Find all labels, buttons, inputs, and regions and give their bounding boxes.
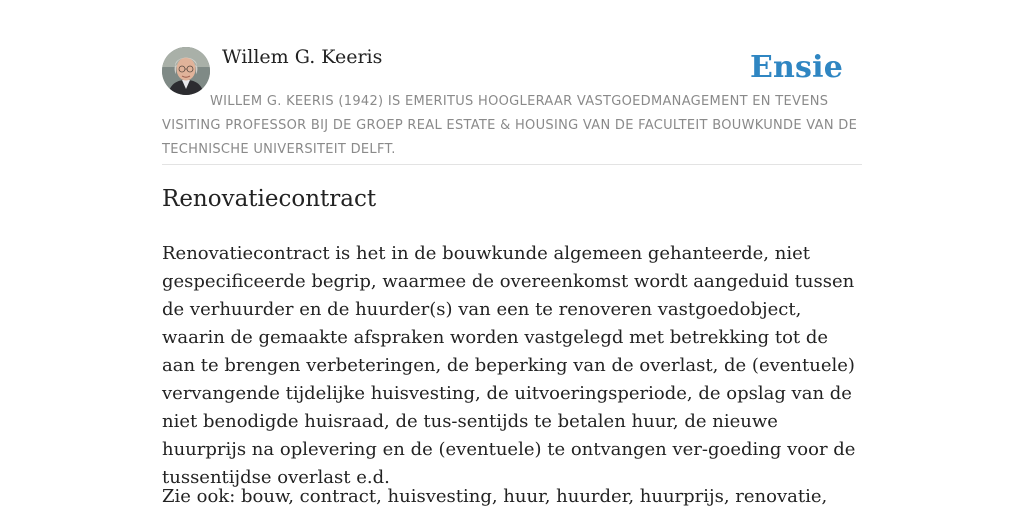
entry-title: Renovatiecontract [162, 186, 377, 212]
entry-definition: Renovatiecontract is het in de bouwkunde algemeen gehanteerde, niet gespecificeerde begrip, waarmee de overeenkomst wordt aangeduid tussen de verhuurder en de huurder(s) van een te renoveren vastgoedobject, waarin de gemaakte afspraken worden vastgelegd met betrekking tot de aan te brengen verbeteringen, de beperking van de overlast, de (eventuele) vervangende tijdelijke huisvesting, de uitvoeringsperiode, de opslag van de niet benodigde huisraad, de tus-sentijds te betalen huur, de nieuwe huurprijs na oplevering en de (eventuele) te ontvangen ver-goeding voor de tussentijdse overlast e.d. [162, 243, 856, 488]
author-portrait-icon [162, 47, 210, 95]
author-header [162, 44, 862, 165]
author-bio: WILLEM G. KEERIS (1942) IS EMERITUS HOOGLERAAR VASTGOEDMANAGEMENT EN TEVENS VISITING PROFESSOR BIJ DE GROEP REAL ESTATE & HOUSING VAN DE FACULTEIT BOUWKUNDE VAN DE TECHNISCHE UNIVERSITEIT DELFT. [162, 94, 858, 157]
author-name[interactable]: Willem G. Keeris [222, 46, 383, 68]
author-avatar[interactable] [162, 47, 210, 95]
ensie-logo[interactable]: Ensie [749, 50, 843, 85]
see-also-line: Zie ook: bouw, contract, huisvesting, huur, huurder, huurprijs, renovatie, [162, 486, 828, 507]
